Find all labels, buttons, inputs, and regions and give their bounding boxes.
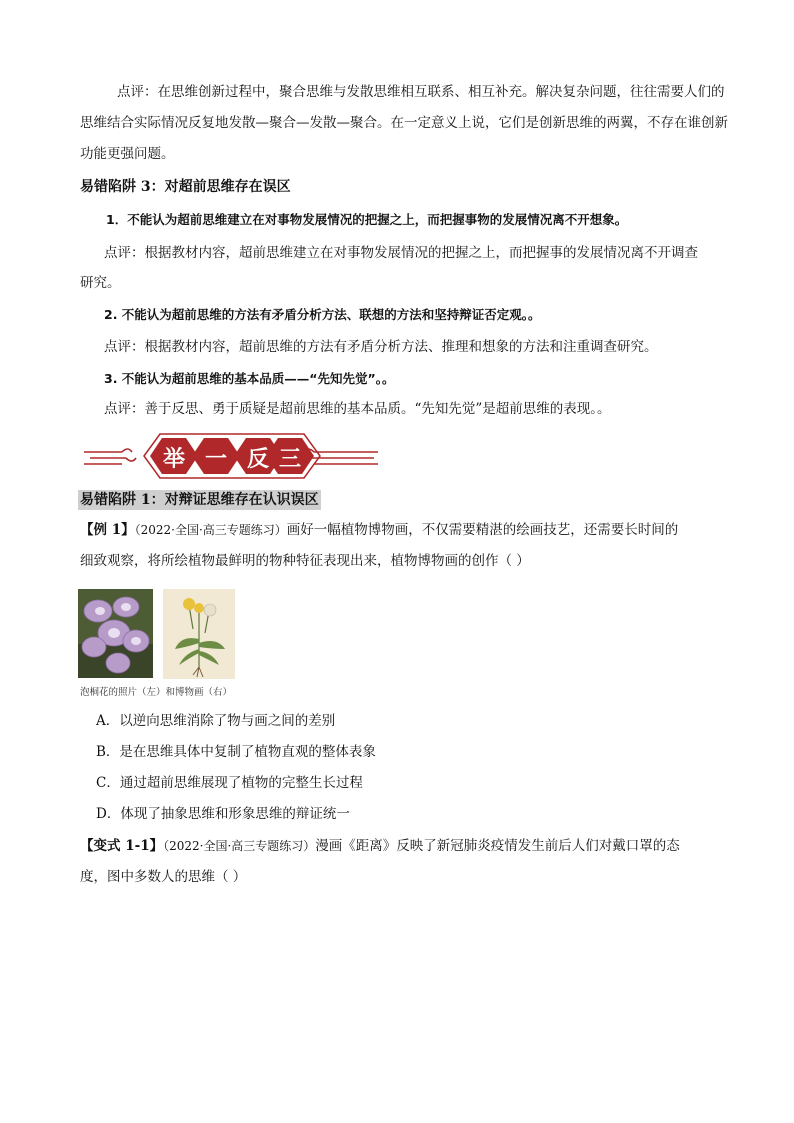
trap3-item-2: 2. 不能认为超前思维的方法有矛盾分析方法、联想的方法和坚持辩证否定观。。	[104, 307, 541, 322]
banner-decoration-icon	[82, 428, 382, 484]
banner-char-1: 举	[162, 447, 185, 472]
trap3-item-3: 3. 不能认为超前思维的基本品质——“先知先觉”。。	[104, 371, 395, 386]
variation-1-1-line-2: 度，图中多数人的思维（ ）	[80, 869, 247, 885]
variation-source: （2022·全国·高三专题练习）	[163, 839, 316, 853]
banner-char-4: 三	[278, 447, 301, 472]
comment-line-2: 思维结合实际情况反复地发散—聚合—发散—聚合。在一定意义上说，它们是创新思维的两翼，不存在谁创新	[80, 115, 728, 131]
trap3-item-3-comment: 点评：善于反思、勇于质疑是超前思维的基本品质。“先知先觉”是超前思维的表现。。	[104, 401, 611, 417]
option-d: D．体现了抽象思维和形象思维的辩证统一	[96, 806, 350, 822]
variation-text-1: 漫画《距离》反映了新冠肺炎疫情发生前后人们对戴口罩的态	[315, 838, 680, 854]
variation-label: 【变式 1-1】	[80, 838, 164, 854]
trap3-item-2-comment: 点评：根据教材内容，超前思维的方法有矛盾分析方法、推理和想象的方法和注重调查研究。	[104, 339, 658, 355]
banner-char-2: 一	[204, 447, 227, 472]
option-c: C．通过超前思维展现了植物的完整生长过程	[96, 775, 363, 791]
variation-1-1-line-1	[80, 836, 680, 856]
trap1-heading: 易错陷阱 1：对辩证思维存在认识误区	[80, 492, 319, 508]
trap3-item-1-comment-2: 研究。	[80, 275, 121, 291]
trap3-item-1-comment-1: 点评：根据教材内容，超前思维建立在对事物发展情况的把握之上，而把握事的发展情况离不开调查	[104, 245, 698, 261]
paulownia-photo	[78, 589, 153, 678]
option-a: A．以逆向思维消除了物与画之间的差别	[96, 713, 336, 729]
ju-yi-fan-san-banner	[82, 428, 382, 484]
banner-char-3: 反	[246, 447, 269, 472]
option-b: B．是在思维具体中复制了植物直观的整体表象	[96, 744, 376, 760]
example-1-source: （2022·全国·高三专题练习）	[134, 523, 287, 537]
example-1-label: 【例 1】	[80, 522, 135, 538]
image-caption: 泡桐花的照片（左）和博物画（右）	[80, 687, 233, 698]
comment-line-3: 功能更强问题。	[80, 146, 175, 162]
trap3-heading: 易错陷阱 3：对超前思维存在误区	[80, 179, 291, 195]
example-1-line-2: 细致观察，将所绘植物最鲜明的物种特征表现出来，植物博物画的创作（ ）	[80, 553, 530, 569]
botanical-painting	[163, 589, 235, 679]
example-1-line-1	[80, 520, 678, 540]
trap3-item-1: 1．不能认为超前思维建立在对事物发展情况的把握之上，而把握事物的发展情况离不开想象。	[106, 212, 628, 227]
example-1-text-1: 画好一幅植物博物画，不仅需要精湛的绘画技艺，还需要长时间的	[286, 522, 679, 538]
comment-line-1: 点评：在思维创新过程中，聚合思维与发散思维相互联系、相互补充。解决复杂问题，往往需要人们的	[117, 84, 725, 100]
